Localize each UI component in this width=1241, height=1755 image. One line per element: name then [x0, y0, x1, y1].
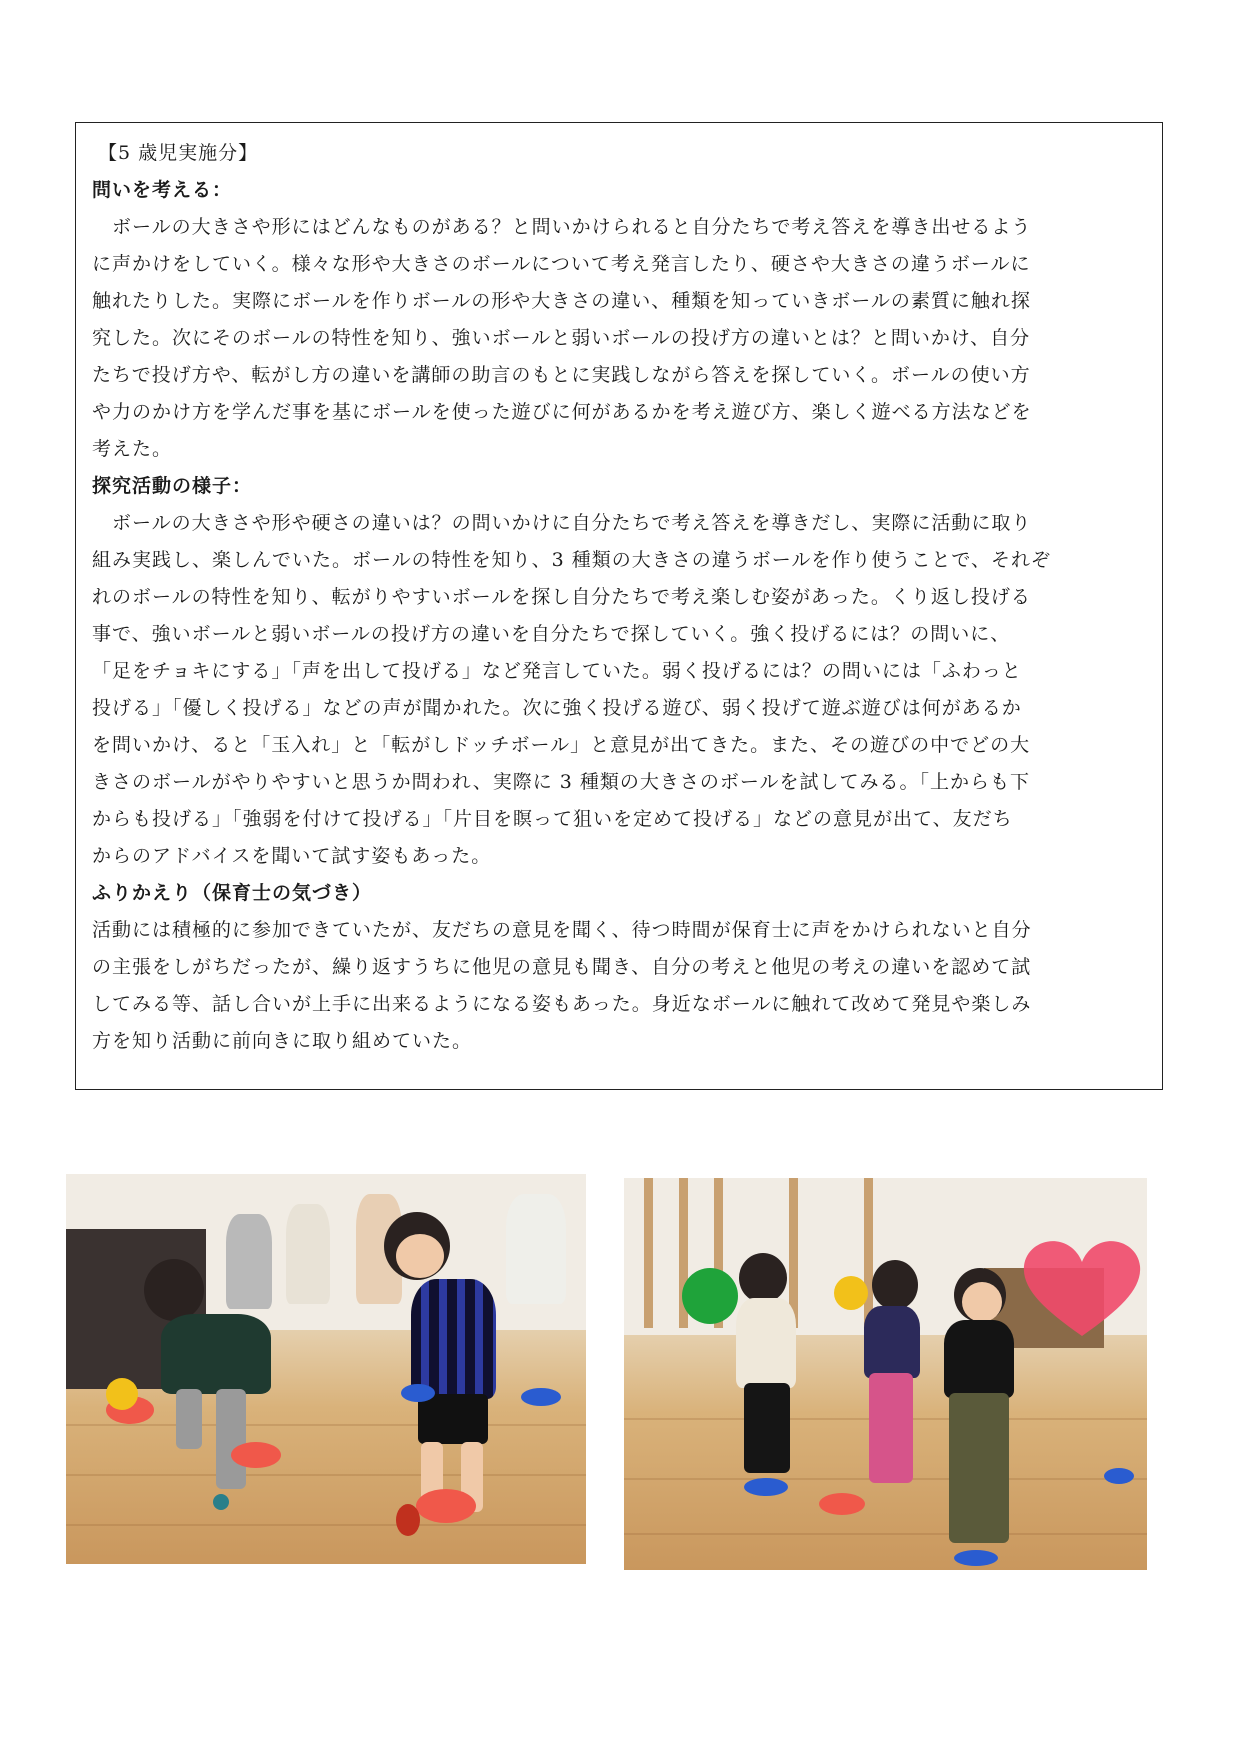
text-line: 「足をチョキにする」「声を出して投げる」など発言していた。弱く投げるには？の問いには「ふわっと — [92, 660, 1022, 682]
photo-children-ball-play-right — [624, 1178, 1147, 1570]
text-line: 触れたりした。実際にボールを作りボールの形や大きさの違い、種類を知っていきボールの素質に触れ探 — [92, 290, 1031, 312]
text-line: 投げる」「優しく投げる」などの声が聞かれた。次に強く投げる遊び、弱く投げて遊ぶ遊びは何があるか — [92, 697, 1022, 719]
text-line: からのアドバイスを聞いて試す姿もあった。 — [92, 845, 492, 867]
section-heading-inquiry: 探究活動の様子： — [92, 475, 253, 497]
section-heading-question: 問いを考える： — [92, 179, 233, 201]
text-line: からも投げる」「強弱を付けて投げる」「片目を瞑って狙いを定めて投げる」などの意見が出て、友だち — [92, 808, 1013, 830]
text-line: してみる等、話し合いが上手に出来るようになる姿もあった。身近なボールに触れて改めて発見や楽しみ — [92, 993, 1032, 1015]
text-line: 方を知り活動に前向きに取り組めていた。 — [92, 1030, 473, 1052]
text-line: きさのボールがやりやすいと思うか問われ、実際に 3 種類の大きさのボールを試してみる。「上からも下 — [92, 771, 1031, 793]
text-line: 考えた。 — [92, 438, 173, 460]
text-line: 活動には積極的に参加できていたが、友だちの意見を聞く、待つ時間が保育士に声をかけられないと自分 — [92, 919, 1032, 941]
text-line: れのボールの特性を知り、転がりやすいボールを探し自分たちで考え楽しむ姿があった。くり返し投げる — [92, 586, 1031, 608]
text-line: に声かけをしていく。様々な形や大きさのボールについて考え発言したり、硬さや大きさの違うボールに — [92, 253, 1031, 275]
photo-children-ball-play-left — [66, 1174, 586, 1564]
text-line: や力のかけ方を学んだ事を基にボールを使った遊びに何があるかを考え遊び方、楽しく遊べる方法などを — [92, 401, 1032, 423]
text-line: 事で、強いボールと弱いボールの投げ方の違いを自分たちで探していく。強く投げるには？の問いに、 — [92, 623, 1011, 645]
text-line: たちで投げ方や、転がし方の違いを講師の助言のもとに実践しながら答えを探していく。ボールの使い方 — [92, 364, 1031, 386]
text-line: の主張をしがちだったが、繰り返すうちに他児の意見も聞き、自分の考えと他児の考えの違いを認めて試 — [92, 956, 1032, 978]
text-line: ボールの大きさや形にはどんなものがある？と問いかけられると自分たちで考え答えを導き出せるよう — [92, 216, 1032, 238]
text-line: ボールの大きさや形や硬さの違いは？の問いかけに自分たちで考え答えを導きだし、実際に活動に取り — [92, 512, 1032, 534]
section-heading-reflection: ふりかえり（保育士の気づき） — [92, 882, 373, 904]
report-box — [75, 122, 1163, 1090]
heart-icon — [1022, 1238, 1142, 1338]
text-line: 組み実践し、楽しんでいた。ボールの特性を知り、3 種類の大きさの違うボールを作り使うことで、それぞ — [92, 549, 1051, 571]
report-title: 【5 歳児実施分】 — [98, 142, 259, 164]
text-line: を問いかけ、ると「玉入れ」と「転がしドッチボール」と意見が出てきた。また、その遊びの中でどの大 — [92, 734, 1031, 756]
text-line: 究した。次にそのボールの特性を知り、強いボールと弱いボールの投げ方の違いとは？と問いかけ、自分 — [92, 327, 1031, 349]
